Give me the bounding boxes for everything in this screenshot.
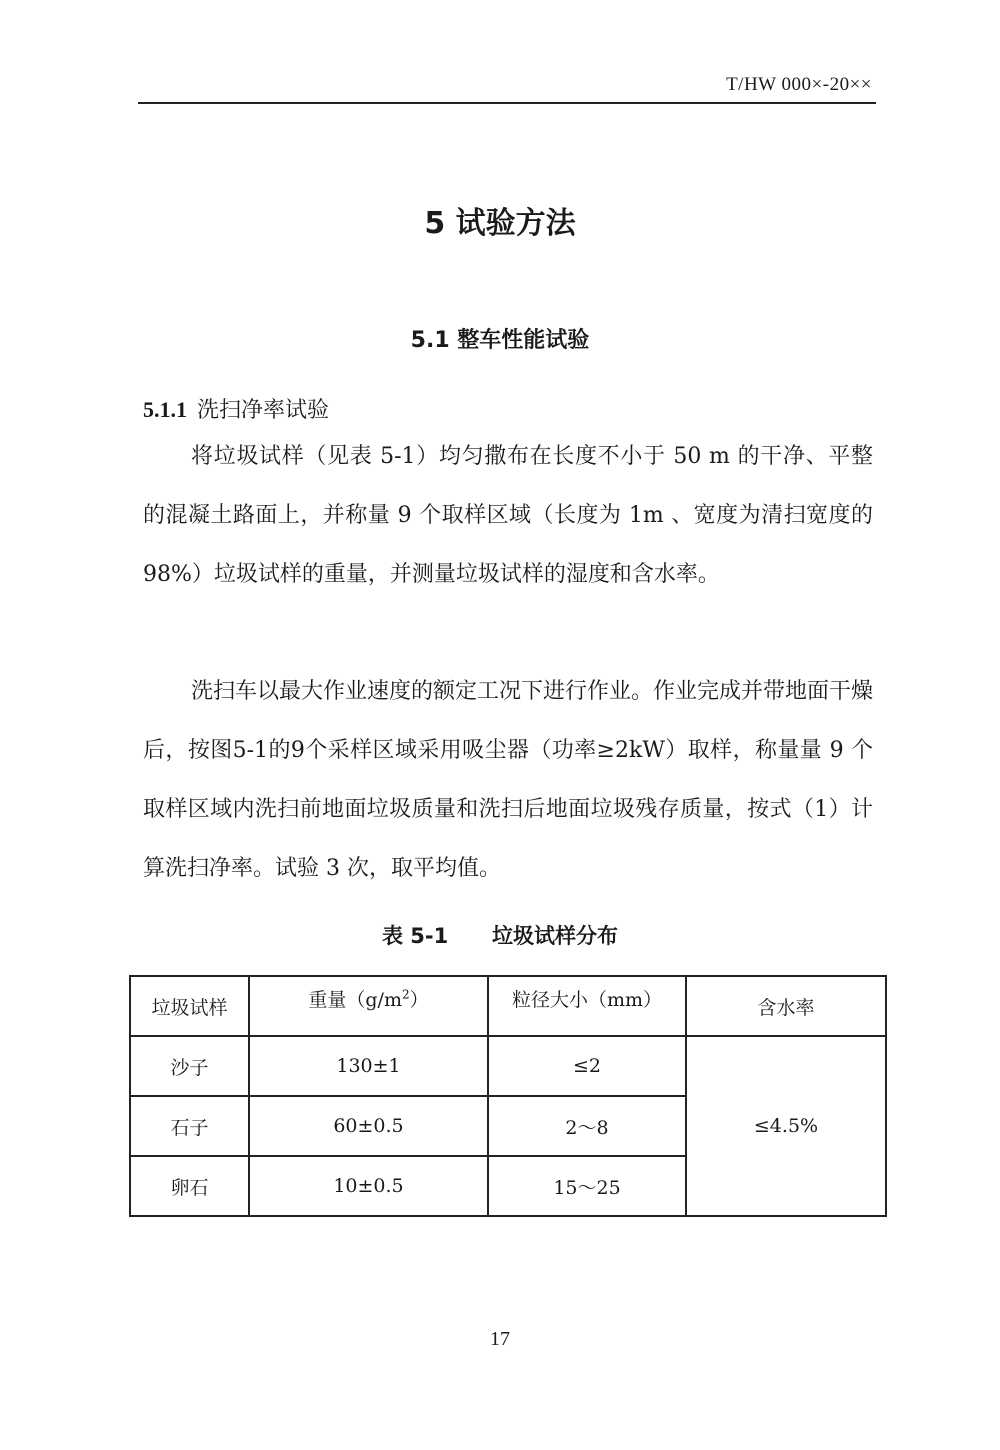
- header-weight-superscript: 2: [401, 987, 410, 1002]
- document-code: T/HW 000×-20××: [726, 74, 872, 95]
- subsection-title: 洗扫净率试验: [197, 398, 330, 423]
- header-weight-text: 重量（g/m: [308, 989, 402, 1011]
- header-moisture: 含水率: [686, 976, 886, 1036]
- cell-sample: 卵石: [130, 1156, 249, 1216]
- table-header-row: [130, 976, 886, 1036]
- header-weight: [249, 976, 488, 1036]
- page-number: 17: [490, 1328, 510, 1350]
- header-size: 粒径大小（mm）: [488, 976, 686, 1036]
- section-title: 5.1 整车性能试验: [410, 328, 590, 353]
- cell-weight: 60±0.5: [249, 1096, 488, 1156]
- header-divider: [138, 102, 876, 104]
- table-row: [130, 1036, 886, 1096]
- header-sample: 垃圾试样: [130, 976, 249, 1036]
- cell-moisture: ≤4.5%: [686, 1036, 886, 1216]
- cell-size: ≤2: [488, 1036, 686, 1096]
- table-caption: 表 5-1 垃圾试样分布: [381, 924, 619, 948]
- cell-weight: 130±1: [249, 1036, 488, 1096]
- cell-weight: 10±0.5: [249, 1156, 488, 1216]
- cell-size: 15～25: [488, 1156, 686, 1216]
- cell-size: 2～8: [488, 1096, 686, 1156]
- paragraph-test-procedure: 洗扫车以最大作业速度的额定工况下进行作业。作业完成并带地面干燥后，按图5-1的9个采样区域采用吸尘器（功率≥2kW）取样，称量量 9 个取样区域内洗扫前地面垃圾质量和洗扫后地面垃圾残存质量，按式（1）计算洗扫净率。试验 3 次，取平均值。: [143, 679, 874, 881]
- cell-sample: 石子: [130, 1096, 249, 1156]
- cell-sample: 沙子: [130, 1036, 249, 1096]
- subsection-heading: [143, 393, 329, 424]
- paragraph-sample-preparation: 将垃圾试样（见表 5-1）均匀撒布在长度不小于 50 m 的干净、平整的混凝土路面上，并称量 9 个取样区域（长度为 1m 、宽度为清扫宽度的 98%）垃圾试样的重量，并测量垃圾试样的湿度和含水率。: [143, 444, 873, 587]
- garbage-sample-table: [129, 975, 887, 1217]
- header-weight-close: ）: [409, 989, 429, 1011]
- subsection-number: 5.1.1: [143, 397, 187, 422]
- chapter-title: 5 试验方法: [424, 206, 576, 241]
